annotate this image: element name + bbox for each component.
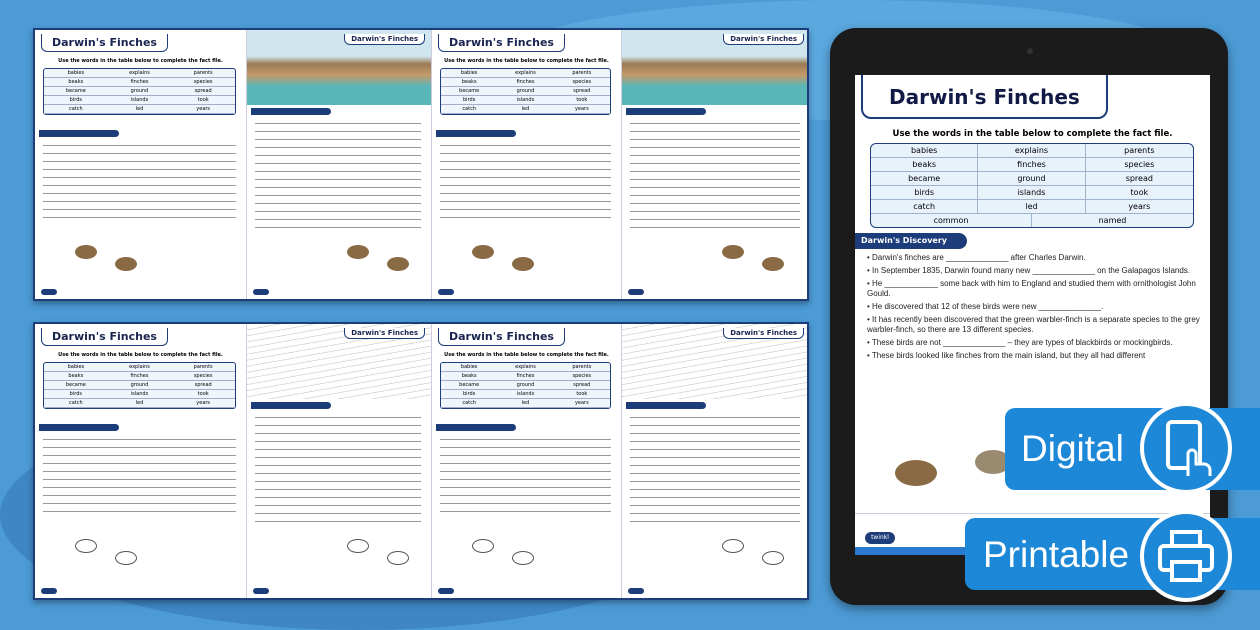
finch-image [722, 245, 744, 259]
text-line [255, 163, 421, 164]
word-cell: spread [554, 87, 610, 96]
twinkl-logo [438, 289, 454, 295]
text-line [630, 195, 800, 196]
section-heading [39, 130, 119, 137]
word-cell: explains [108, 69, 172, 78]
twinkl-logo [628, 588, 644, 594]
text-line [43, 471, 236, 472]
finch-image [115, 257, 137, 271]
word-cell: led [497, 105, 553, 114]
text-line [255, 147, 421, 148]
text-line [440, 169, 611, 170]
finch-image [512, 257, 534, 271]
word-row [871, 144, 1193, 158]
section-heading [251, 108, 331, 115]
text-line [630, 489, 800, 490]
text-line [440, 463, 611, 464]
word-cell: spread [1125, 174, 1153, 183]
word-cell: led [978, 200, 1085, 213]
text-line [255, 489, 421, 490]
text-lines [255, 410, 421, 529]
text-line [43, 511, 236, 512]
word-cell: explains [497, 69, 553, 78]
bullet-item: • Darwin's finches are ______________ after Charles Darwin. [867, 253, 1086, 262]
text-line [255, 449, 421, 450]
text-line [630, 521, 800, 522]
word-cell: beaks [441, 372, 497, 381]
text-line [440, 217, 611, 218]
worksheet-page [35, 30, 247, 299]
word-cell: islands [978, 186, 1085, 199]
finch-image [472, 245, 494, 259]
text-lines [440, 138, 611, 225]
twinkl-logo [41, 588, 57, 594]
word-cell: parents [171, 363, 235, 372]
word-cell: parents [554, 363, 610, 372]
text-line [440, 479, 611, 480]
worksheet-title: Darwin's Finches [723, 34, 804, 45]
text-line [255, 441, 421, 442]
text-line [255, 203, 421, 204]
finch-image [895, 460, 937, 486]
word-cell: finches [497, 372, 553, 381]
word-cell: finches [108, 372, 172, 381]
text-line [630, 227, 800, 228]
text-lines [255, 116, 421, 235]
section-heading [626, 402, 706, 409]
text-line [440, 447, 611, 448]
worksheet-page [432, 324, 622, 598]
word-cell: babies [44, 69, 108, 78]
worksheet-title: Darwin's Finches [41, 34, 168, 52]
text-line [255, 187, 421, 188]
word-cell: species [1124, 160, 1155, 169]
word-cell: species [171, 372, 235, 381]
text-line [440, 145, 611, 146]
word-cell: years [171, 399, 235, 408]
word-cell: catch [871, 200, 978, 213]
color-worksheet-preview [33, 28, 809, 301]
word-cell: became [44, 87, 108, 96]
twinkl-logo [41, 289, 57, 295]
finch-image [75, 245, 97, 259]
tablet-touch-icon [1140, 402, 1232, 494]
twinkl-logo [438, 588, 454, 594]
word-cell: islands [497, 96, 553, 105]
text-lines [43, 138, 236, 225]
word-cell: ground [497, 87, 553, 96]
word-cell: beaks [44, 78, 108, 87]
word-cell: species [554, 372, 610, 381]
worksheet-title: Darwin's Finches [438, 328, 565, 346]
text-line [630, 497, 800, 498]
word-cell: spread [554, 381, 610, 390]
twinkl-logo [628, 289, 644, 295]
word-bank-table [870, 143, 1194, 228]
word-row [871, 186, 1193, 200]
finch-image [762, 551, 784, 565]
finch-image [762, 257, 784, 271]
word-cell: birds [871, 186, 978, 199]
text-line [43, 201, 236, 202]
text-line [43, 169, 236, 170]
word-cell: explains [978, 144, 1085, 157]
worksheet-title: Darwin's Finches [344, 328, 425, 339]
word-cell: birds [441, 390, 497, 399]
word-cell: ground [108, 87, 172, 96]
text-line [630, 441, 800, 442]
text-line [43, 161, 236, 162]
word-cell: led [108, 399, 172, 408]
word-cell: years [171, 105, 235, 114]
worksheet-title: Darwin's Finches [438, 34, 565, 52]
word-cell: common [871, 214, 1032, 227]
text-line [630, 465, 800, 466]
twinkl-logo [253, 289, 269, 295]
word-cell: babies [44, 363, 108, 372]
text-line [440, 209, 611, 210]
text-line [255, 155, 421, 156]
text-line [630, 505, 800, 506]
text-line [43, 177, 236, 178]
text-line [630, 179, 800, 180]
text-line [630, 203, 800, 204]
text-line [43, 193, 236, 194]
text-line [255, 417, 421, 418]
word-cell: finches [108, 78, 172, 87]
text-line [43, 217, 236, 218]
text-line [630, 171, 800, 172]
text-line [630, 219, 800, 220]
word-cell: islands [108, 390, 172, 399]
text-line [440, 503, 611, 504]
text-line [255, 513, 421, 514]
text-line [43, 503, 236, 504]
word-cell: beaks [441, 78, 497, 87]
finch-image [387, 551, 409, 565]
word-bank-table [440, 362, 611, 409]
worksheet-page [622, 30, 809, 299]
text-line [630, 123, 800, 124]
bullet-item: • In September 1835, Darwin found many new ______________ on the Galapagos Islands. [867, 266, 1191, 275]
finch-image [347, 245, 369, 259]
word-cell: parents [171, 69, 235, 78]
camera-icon [1027, 48, 1033, 54]
text-line [255, 433, 421, 434]
text-line [43, 487, 236, 488]
printable-label: Printable [983, 534, 1130, 575]
word-cell: babies [441, 363, 497, 372]
blackwhite-worksheet-preview [33, 322, 809, 600]
printer-icon [1140, 510, 1232, 602]
text-line [440, 511, 611, 512]
worksheet-page [35, 324, 247, 598]
bullet-item: • He discovered that 12 of these birds were new ______________. [867, 302, 1104, 311]
finch-image [387, 257, 409, 271]
word-cell: took [554, 390, 610, 399]
word-row [871, 172, 1193, 186]
text-line [43, 153, 236, 154]
word-cell: became [44, 381, 108, 390]
text-line [43, 495, 236, 496]
word-cell: beaks [871, 158, 978, 171]
section-heading [39, 424, 119, 431]
twinkl-logo [253, 588, 269, 594]
text-line [440, 495, 611, 496]
word-cell: became [441, 87, 497, 96]
text-line [440, 153, 611, 154]
text-line [255, 171, 421, 172]
text-line [630, 449, 800, 450]
text-lines [440, 432, 611, 519]
text-line [440, 177, 611, 178]
worksheet-instruction: Use the words in the table below to complete the fact file. [444, 352, 609, 358]
text-line [630, 473, 800, 474]
word-cell: catch [44, 105, 108, 114]
text-line [440, 487, 611, 488]
word-bank-table [43, 362, 236, 409]
word-cell: led [108, 105, 172, 114]
word-row [871, 158, 1193, 172]
text-line [440, 455, 611, 456]
section-heading: Darwin's Discovery [855, 233, 967, 249]
text-line [255, 123, 421, 124]
word-bank-table [43, 68, 236, 115]
text-line [630, 147, 800, 148]
worksheet-title: Darwin's Finches [861, 75, 1108, 119]
text-line [630, 481, 800, 482]
word-cell: catch [441, 399, 497, 408]
word-cell: took [1130, 188, 1149, 197]
word-cell: ground [978, 172, 1085, 185]
word-cell: took [171, 390, 235, 399]
word-cell: finches [978, 158, 1085, 171]
digital-label: Digital [1021, 428, 1124, 469]
text-line [43, 463, 236, 464]
text-line [255, 179, 421, 180]
worksheet-page [432, 30, 622, 299]
word-cell: years [554, 105, 610, 114]
text-line [630, 417, 800, 418]
section-heading [251, 402, 331, 409]
text-line [255, 521, 421, 522]
word-cell: ground [497, 381, 553, 390]
word-cell: babies [441, 69, 497, 78]
text-line [43, 447, 236, 448]
text-line [440, 161, 611, 162]
text-line [43, 145, 236, 146]
word-cell: islands [497, 390, 553, 399]
word-cell: species [554, 78, 610, 87]
word-cell: birds [44, 96, 108, 105]
text-line [630, 131, 800, 132]
worksheet-title: Darwin's Finches [41, 328, 168, 346]
text-line [43, 185, 236, 186]
finch-image [512, 551, 534, 565]
text-line [630, 155, 800, 156]
text-line [630, 513, 800, 514]
text-line [440, 201, 611, 202]
text-line [43, 479, 236, 480]
word-row [871, 214, 1193, 227]
section-heading [626, 108, 706, 115]
text-line [255, 473, 421, 474]
text-line [43, 439, 236, 440]
section-heading [436, 424, 516, 431]
word-cell: catch [441, 105, 497, 114]
text-lines [630, 116, 800, 235]
text-line [630, 139, 800, 140]
text-line [630, 457, 800, 458]
word-cell: ground [108, 381, 172, 390]
worksheet-page [247, 324, 432, 598]
word-cell: spread [171, 87, 235, 96]
word-cell: parents [554, 69, 610, 78]
finch-image [347, 539, 369, 553]
text-line [255, 219, 421, 220]
text-lines [43, 432, 236, 519]
worksheet-page [247, 30, 432, 299]
text-line [255, 139, 421, 140]
text-line [43, 455, 236, 456]
finch-image [75, 539, 97, 553]
text-line [255, 131, 421, 132]
worksheet-instruction: Use the words in the table below to complete the fact file. [444, 58, 609, 64]
worksheet-title: Darwin's Finches [344, 34, 425, 45]
worksheet-instruction: Use the words in the table below to complete the fact file. [892, 129, 1173, 139]
text-line [630, 425, 800, 426]
bullet-item: • He ____________ some back with him to England and studied them with ornithologist John Gould. [867, 279, 1196, 298]
text-lines [630, 410, 800, 529]
text-line [630, 163, 800, 164]
bullet-list [867, 253, 1203, 364]
bullet-item: • These birds are not ______________ – they are types of blackbirds or mockingbirds. [867, 338, 1173, 347]
finch-image [472, 539, 494, 553]
text-line [630, 211, 800, 212]
word-cell: birds [44, 390, 108, 399]
text-line [255, 227, 421, 228]
word-cell: led [497, 399, 553, 408]
word-cell: explains [497, 363, 553, 372]
text-line [440, 471, 611, 472]
word-cell: babies [871, 144, 978, 157]
word-cell: birds [441, 96, 497, 105]
text-line [255, 195, 421, 196]
text-line [43, 209, 236, 210]
word-cell: spread [171, 381, 235, 390]
text-line [255, 481, 421, 482]
finch-image [722, 539, 744, 553]
word-cell: years [1128, 202, 1151, 211]
worksheet-instruction: Use the words in the table below to complete the fact file. [58, 352, 223, 358]
worksheet-instruction: Use the words in the table below to complete the fact file. [58, 58, 223, 64]
text-line [255, 505, 421, 506]
text-line [255, 425, 421, 426]
text-line [630, 433, 800, 434]
word-cell: parents [1124, 146, 1155, 155]
worksheet-title: Darwin's Finches [723, 328, 804, 339]
word-cell: years [554, 399, 610, 408]
text-line [255, 465, 421, 466]
word-cell: became [871, 172, 978, 185]
text-line [255, 497, 421, 498]
text-line [440, 193, 611, 194]
word-cell: species [171, 78, 235, 87]
word-cell: became [441, 381, 497, 390]
text-line [255, 211, 421, 212]
section-heading [436, 130, 516, 137]
word-cell: took [554, 96, 610, 105]
word-cell: beaks [44, 372, 108, 381]
word-cell: finches [497, 78, 553, 87]
bullet-item: • These birds looked like finches from the main island, but they all had different [867, 351, 1146, 360]
text-line [630, 187, 800, 188]
word-cell: named [1098, 216, 1127, 225]
bullet-item: • It has recently been discovered that the green warbler-finch is a separate species to the grey warbler-finch, so there are 13 different species. [867, 315, 1200, 334]
word-cell: islands [108, 96, 172, 105]
finch-image [115, 551, 137, 565]
text-line [440, 439, 611, 440]
word-row [871, 200, 1193, 214]
word-bank-table [440, 68, 611, 115]
text-line [255, 457, 421, 458]
word-cell: took [171, 96, 235, 105]
text-line [440, 185, 611, 186]
worksheet-page [622, 324, 809, 598]
word-cell: explains [108, 363, 172, 372]
twinkl-logo: twinkl [865, 532, 895, 544]
word-cell: catch [44, 399, 108, 408]
